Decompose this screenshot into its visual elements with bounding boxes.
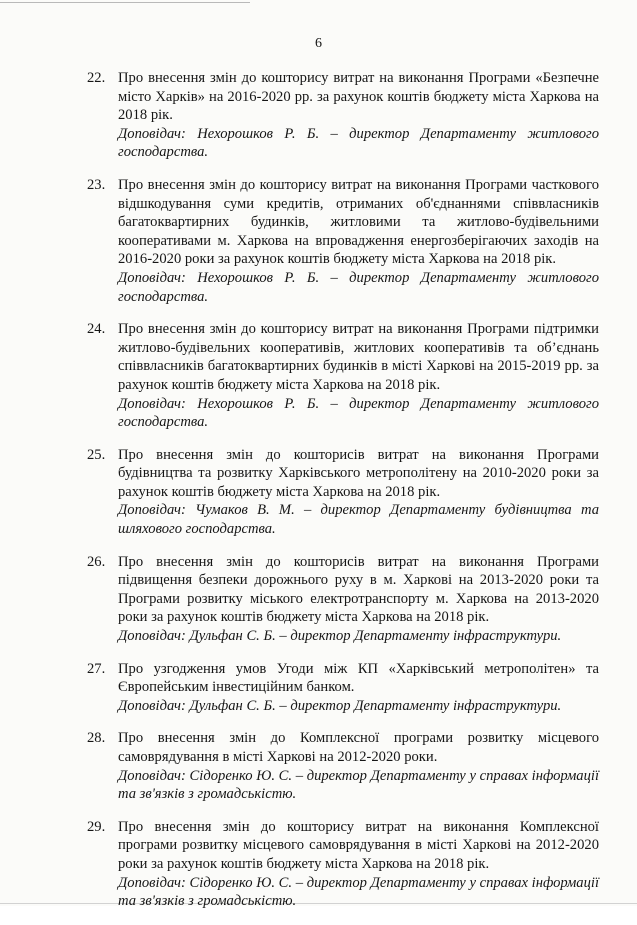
item-text: Про внесення змін до кошторисів витрат на виконання Програми будівництва та розвитку Харківського метрополітену на 2010-2020 роки за рахунок коштів бюджету міста Харкова на 2018 рік. [118,446,599,500]
item-number: 25. [87,446,106,463]
agenda-item [87,69,599,162]
agenda-item [87,553,599,646]
item-text: Про внесення змін до Комплексної програми розвитку місцевого самоврядування в місті Харкові на 2012-2020 роки. [118,730,599,765]
item-speaker: Доповідач: Дульфан С. Б. – директор Департаменту інфраструктури. [118,628,562,645]
item-speaker: Доповідач: Нехорошков Р. Б. – директор Департаменту житлового господарства. [118,269,599,305]
item-speaker: Доповідач: Сідоренко Ю. С. – директор Департаменту у справах інформації та зв'язків з громадськістю. [118,874,599,910]
agenda-item [87,176,599,306]
item-speaker: Доповідач: Нехорошков Р. Б. – директор Департаменту житлового господарства. [118,125,599,161]
item-speaker: Доповідач: Дульфан С. Б. – директор Департаменту інфраструктури. [118,697,562,714]
item-text: Про внесення змін до кошторисів витрат на виконання Програми підвищення безпеки дорожнього руху в м. Харкові на 2013-2020 роки та Програми розвитку міського електротранспорту м. Харкова на 2013-2020 роки за рахунок коштів бюджету міста Харкова на 2018 рік. [118,553,599,626]
item-number: 23. [87,176,106,193]
item-text: Про внесення змін до кошторису витрат на виконання Програми «Безпечне місто Харків» на 2016-2020 рр. за рахунок коштів бюджету міста Харкова на 2018 рік. [118,70,599,124]
item-number: 24. [87,321,106,338]
item-number: 28. [87,730,106,747]
item-number: 26. [87,553,106,570]
item-text: Про внесення змін до кошторису витрат на виконання Програми часткового відшкодування суми кредитів, отриманих об'єднаннями співвласників багатоквартирних будинків, житловими та житлово-будівельними кооперативами м. Харкова на впровадження енергозберігаючих заходів на 2016-2020 роки за рахунок коштів бюджету міста Харкова на 2018 рік. [118,176,599,268]
scan-edge-top [0,2,250,3]
item-number: 22. [87,70,106,86]
page-number: 6 [315,36,322,51]
item-speaker: Доповідач: Нехорошков Р. Б. – директор Департаменту житлового господарства. [118,395,599,431]
agenda-item [87,729,599,803]
item-text: Про внесення змін до кошторису витрат на виконання Програми підтримки житлово-будівельних кооперативів, житлових кооперативів та об’єднань співвласників багатоквартирних будинків в місті Харкові на 2015-2019 рр. за рахунок коштів бюджету міста Харкова на 2018 рік. [118,321,599,393]
item-text: Про узгодження умов Угоди між КП «Харківський метрополітен» та Європейським інвестиційним банком. [118,660,599,696]
item-speaker: Доповідач: Чумаков В. М. – директор Департаменту будівництва та шляхового господарства. [118,502,599,538]
item-number: 27. [87,660,106,677]
agenda-list [87,69,599,925]
agenda-item [87,660,599,716]
item-number: 29. [87,818,106,835]
agenda-item [87,446,599,539]
agenda-item [87,320,599,432]
item-speaker: Доповідач: Сідоренко Ю. С. – директор Департаменту у справах інформації та зв'язків з громадськістю. [118,767,599,803]
agenda-item [87,818,599,911]
item-text: Про внесення змін до кошторису витрат на виконання Комплексної програми розвитку місцевого самоврядування в місті Харкові на 2012-2020 роки за рахунок коштів бюджету міста Харкова на 2018 рік. [118,818,599,872]
